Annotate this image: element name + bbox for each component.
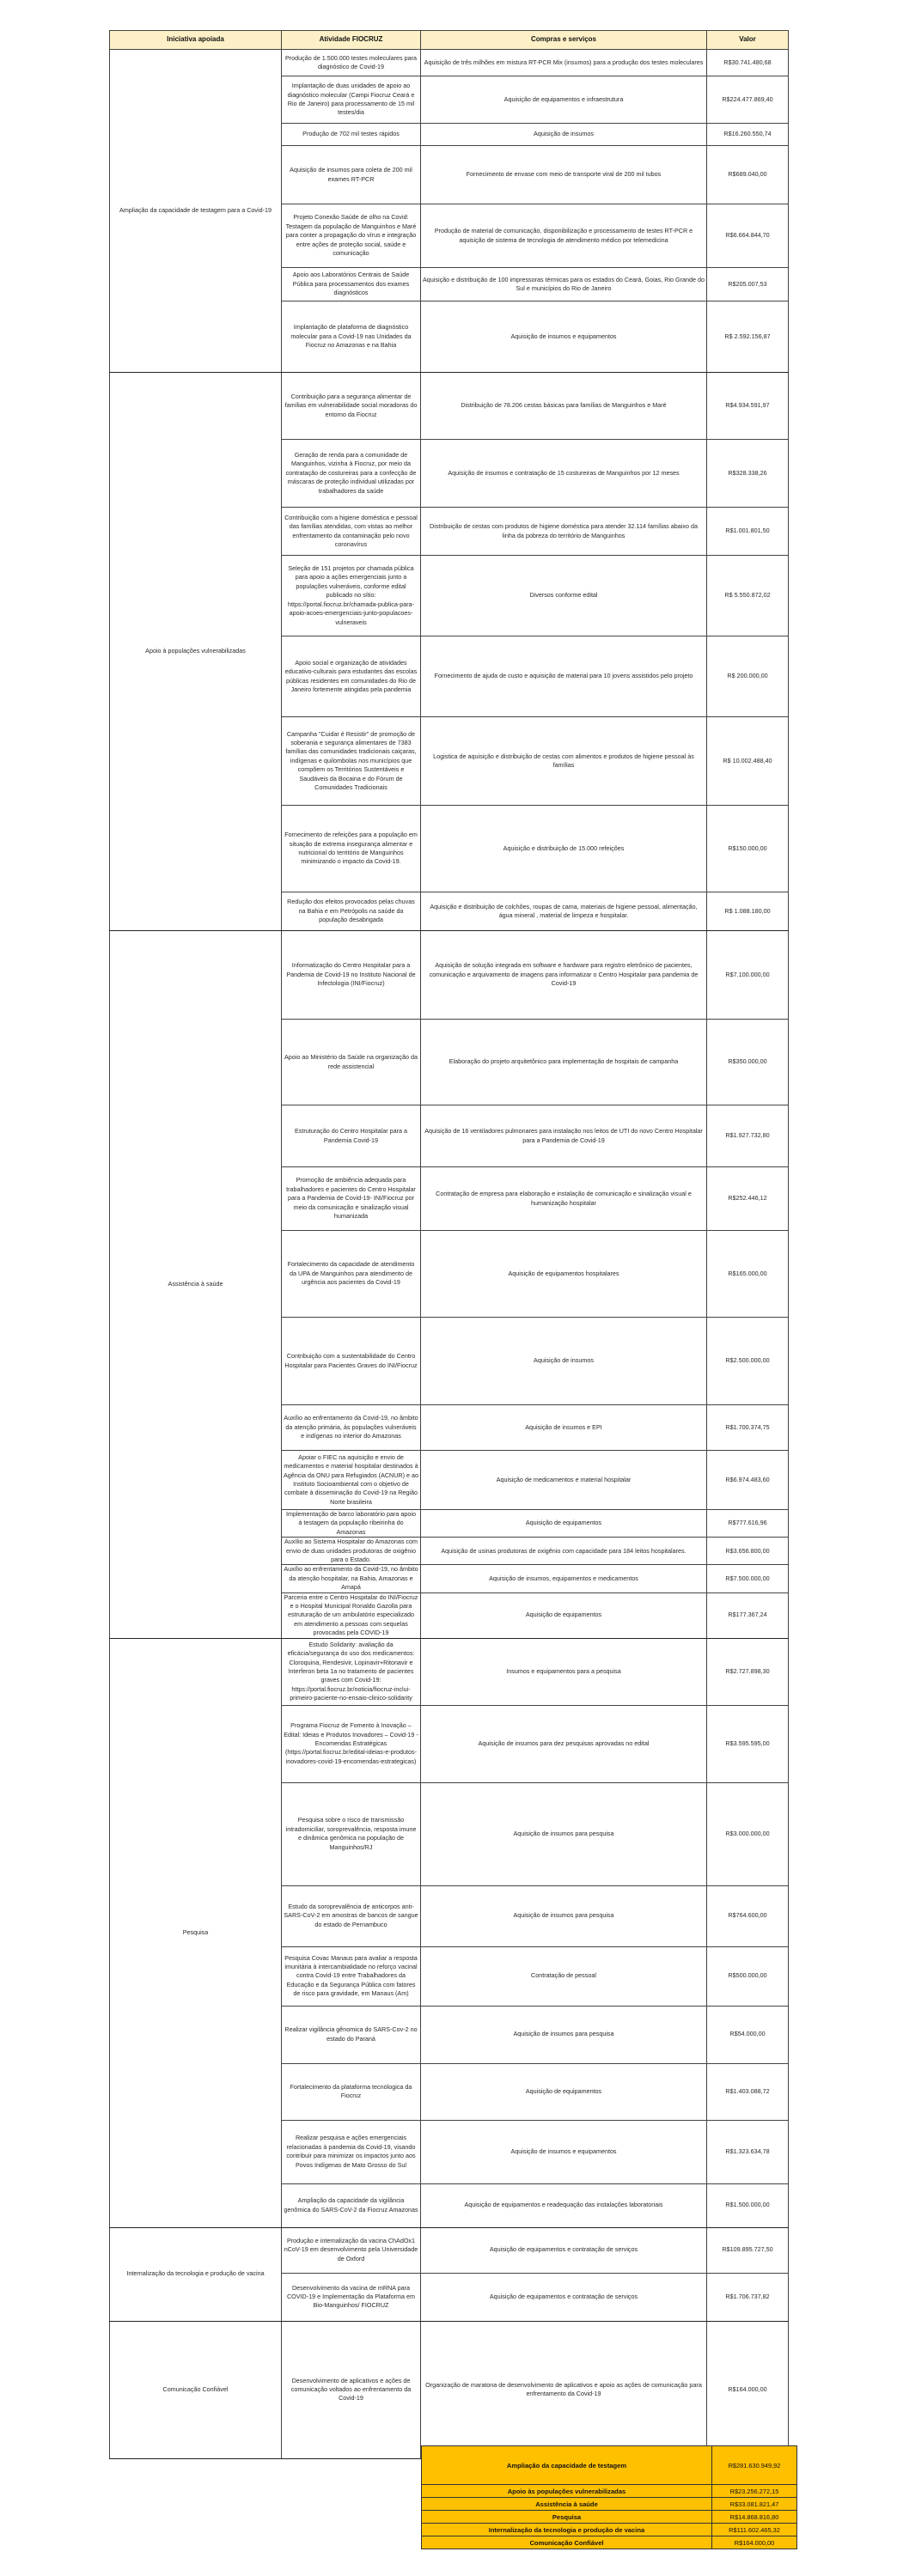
atividade-cell: Ampliação da capacidade da vigilância genômica do SARS-CoV-2 da Fiocruz Amazonas <box>282 2183 421 2227</box>
atividade-cell: Implantação de duas unidades de apoio ao diagnóstico molecular (Campi Fiocruz Ceará e Rio de Janeiro) para processamento de 15 mil testes/dia <box>282 76 421 124</box>
compras-cell: Aquisição de equipamentos e contratação de serviços <box>421 2273 707 2321</box>
compras-cell: Aquisição de insumos e equipamentos <box>421 301 707 373</box>
summary-table <box>421 2445 797 2549</box>
table-body <box>110 50 789 2459</box>
compras-cell: Contratação de pessoal <box>421 1946 707 2006</box>
atividade-cell: Desenvolvimento da vacina de mRNA para COVID-19 e Implementação da Plataforma em Bio-Manguinhos/ FIOCRUZ <box>282 2273 421 2321</box>
table-row <box>110 1638 789 1705</box>
valor-cell: R$2.727.898,30 <box>707 1638 789 1705</box>
summary-row <box>422 2536 797 2549</box>
valor-cell: R$6.974.483,60 <box>707 1451 789 1510</box>
compras-cell: Fornecimento de envase com meio de transporte viral de 200 mil tubos <box>421 146 707 204</box>
valor-cell: R$1.403.088,72 <box>707 2063 789 2120</box>
valor-cell: R$2.500.000,00 <box>707 1318 789 1405</box>
atividade-cell: Apoio aos Laboratórios Centrais de Saúde Pública para processamentos dos exames diagnósticos <box>282 268 421 301</box>
valor-cell: R$3.000.000,00 <box>707 1782 789 1885</box>
header-compras: Compras e serviços <box>421 31 707 50</box>
compras-cell: Aquisição de insumos e contratação de 15 costureiras de Manguinhos por 12 meses <box>421 440 707 508</box>
summary-row <box>422 2524 797 2536</box>
compras-cell: Aquisição de usinas produtoras de oxigênio com capacidade para 184 leitos hospitalares. <box>421 1538 707 1565</box>
compras-cell: Aquisição de insumos para pesquisa <box>421 2006 707 2063</box>
summary-row <box>422 2446 797 2485</box>
iniciativa-cell: Apoio à populações vulnerabilizadas <box>110 373 282 931</box>
atividade-cell: Programa Fiocruz de Fomento à Inovação – Edital: Ideias e Produtos Inovadores – Covid-19 - Encomendas Estratégicas (https://portal.fiocruz.br/edital-ideias-e-produtos-inovadores-covid-19-encomendas-estrategicas) <box>282 1705 421 1782</box>
summary-label: Comunicação Confiável <box>422 2536 712 2549</box>
atividade-cell: Pesquisa Covac Manaus para avaliar a resposta imunitária à intercambialidade no reforço vacinal contra Covid-19 entre Trabalhadores da Educação e da Segurança Pública com fatores de risco para gravidade, em Manaus (Am) <box>282 1946 421 2006</box>
valor-cell: R$777.616,96 <box>707 1510 789 1538</box>
compras-cell: Aquisição de equipamentos e infraestrutura <box>421 76 707 124</box>
compras-cell: Aquisição de insumos, equipamentos e medicamentos <box>421 1565 707 1592</box>
valor-cell: R$ 1.088.180,00 <box>707 892 789 931</box>
iniciativa-cell: Ampliação da capacidade de testagem para a Covid-19 <box>110 50 282 373</box>
atividade-cell: Estruturação do Centro Hospitalar para a Pandemia Covid-19 <box>282 1105 421 1167</box>
valor-cell: R$30.741.480,68 <box>707 50 789 76</box>
summary-label: Pesquisa <box>422 2511 712 2524</box>
atividade-cell: Apoio ao Ministério da Saúde na organização da rede assistencial <box>282 1020 421 1105</box>
compras-cell: Aquisição de três milhões em mistura RT-PCR Mix (insumos) para a produção dos testes moleculares <box>421 50 707 76</box>
compras-cell: Aquisição de equipamentos hospitalares <box>421 1231 707 1318</box>
table-row <box>110 50 789 76</box>
summary-row <box>422 2498 797 2511</box>
summary-value: R$111.602.465,32 <box>712 2524 797 2536</box>
compras-cell: Aquisição de insumos <box>421 124 707 146</box>
compras-cell: Aquisição de 16 ventiladores pulmonares para instalação nos leitos de UTI do novo Centro Hospitalar para a Pandemia de Covid-19 <box>421 1105 707 1167</box>
compras-cell: Aquisição de equipamentos e contratação de serviços <box>421 2227 707 2273</box>
compras-cell: Aquisição de insumos e equipamentos <box>421 2120 707 2183</box>
atividade-cell: Desenvolvimento de aplicativos e ações de comunicação voltados ao enfrentamento da Covid-19 <box>282 2321 421 2458</box>
valor-cell: R$689.040,00 <box>707 146 789 204</box>
summary-label: Ampliação da capacidade de testagem <box>422 2446 712 2485</box>
compras-cell: Aquisição de equipamentos <box>421 2063 707 2120</box>
atividade-cell: Fortalecimento da capacidade de atendimento da UPA de Manguinhos para atendimento de urgência aos pacientes da Covid-19 <box>282 1231 421 1318</box>
atividade-cell: Parceria entre o Centro Hospitalar do INI/Fiocruz e o Hospital Municipal Ronaldo Gazolla para estruturação de um ambulatório especializado em atendimento a pessoas com sequelas provocadas pela COVID-19 <box>282 1592 421 1638</box>
valor-cell: R$1.927.732,80 <box>707 1105 789 1167</box>
compras-cell: Aquisição de equipamentos <box>421 1592 707 1638</box>
compras-cell: Aquisição de equipamentos e readequação das instalações laboratoriais <box>421 2183 707 2227</box>
valor-cell: R$177.367,24 <box>707 1592 789 1638</box>
atividade-cell: Promoção de ambiência adequada para trabalhadores e pacientes do Centro Hospitalar para a Pandemia de Covid-19- INI/Fiocruz por meio da comunicação e sinalização visual humanizada <box>282 1167 421 1231</box>
atividade-cell: Seleção de 151 projetos por chamada pública para apoio a ações emergenciais junto a populações vulneráveis, conforme edital publicado no sítio: https://portal.fiocruz.br/chamada-publica-para-apoio-acoes-emergenciais-junto-populacoes-vulneraveis <box>282 556 421 636</box>
valor-cell: R$4.934.591,97 <box>707 373 789 440</box>
compras-cell: Aquisição e distribuição de colchões, roupas de cama, materiais de higiene pessoal, alimentação, água mineral , material de limpeza e hospitalar. <box>421 892 707 931</box>
compras-cell: Aquisição de insumos para pesquisa <box>421 1885 707 1946</box>
valor-cell: R$500.000,00 <box>707 1946 789 2006</box>
valor-cell: R$252.446,12 <box>707 1167 789 1231</box>
summary-row <box>422 2511 797 2524</box>
compras-cell: Fornecimento de ajuda de custo e aquisição de material para 10 jovens assistidos pelo projeto <box>421 636 707 717</box>
atividade-cell: Apoio social e organização de atividades educativo-culturais para estudantes das escolas públicas residentes em comunidades do Rio de Janeiro fortemente atingidas pela pandemia <box>282 636 421 717</box>
atividade-cell: Contribuição para a segurança alimentar de famílias em vulnerabilidade social moradoras do entorno da Fiocruz <box>282 373 421 440</box>
compras-cell: Elaboração do projeto arquitetônico para implementação de hospitais de campanha <box>421 1020 707 1105</box>
valor-cell: R$224.477.869,40 <box>707 76 789 124</box>
compras-cell: Organização de maratona de desenvolvimento de aplicativos e apoio as ações de comunicação para enfrentamento da Covid-19 <box>421 2321 707 2458</box>
iniciativa-cell: Internalização da tecnologia e produção de vacina <box>110 2227 282 2321</box>
compras-cell: Aquisição de equipamentos <box>421 1510 707 1538</box>
table-row <box>110 2227 789 2273</box>
table-row <box>110 2321 789 2458</box>
iniciativa-cell: Assistência à saúde <box>110 931 282 1639</box>
valor-cell: R$109.895.727,50 <box>707 2227 789 2273</box>
atividade-cell: Implantação de plataforma de diagnóstico molecular para a Covid-19 nas Unidades da Fiocruz no Amazonas e na Bahia <box>282 301 421 373</box>
atividade-cell: Estudo da soroprevalência de anticorpos anti-SARS-CoV-2 em amostras de bancos de sangue do estado de Pernambuco <box>282 1885 421 1946</box>
atividade-cell: Fortalecimento da plataforma tecnólogica da Fiocruz <box>282 2063 421 2120</box>
atividade-cell: Campanha "Cuidar é Resistir" de promoção de soberania e segurança alimentares de 7383 famílias das comunidades tradicionais caiçaras, indígenas e quilombolas nos municípios que compõem os Territórios Sustentáveis e Saudáveis da Bocaina e do Fórum de Comunidades Tradicionais <box>282 717 421 806</box>
atividade-cell: Implementação de barco laboratório para apoio à testagem da população ribeirinha do Amazonas <box>282 1510 421 1538</box>
compras-cell: Aquisição de insumos para pesquisa <box>421 1782 707 1885</box>
valor-cell: R$764.600,00 <box>707 1885 789 1946</box>
valor-cell: R$ 200.000,00 <box>707 636 789 717</box>
header-valor: Valor <box>707 31 789 50</box>
valor-cell: R$164.000,00 <box>707 2321 789 2458</box>
atividade-cell: Pesquisa sobre o risco de transmissão intradomiciliar, soroprevalência, resposta imune e dinâmica genômica na população de Manguinhos/RJ <box>282 1782 421 1885</box>
summary-value: R$14.868.816,80 <box>712 2511 797 2524</box>
atividade-cell: Auxílio ao Sistema Hospitalar do Amazonas com envio de duas unidades produtoras de oxigênio para o Estado. <box>282 1538 421 1565</box>
valor-cell: R$7.100.000,00 <box>707 931 789 1020</box>
atividade-cell: Contribuição com a sustentabilidade do Centro Hospitalar para Pacientes Graves do INI/Fiocruz <box>282 1318 421 1405</box>
valor-cell: R$ 2.592.156,87 <box>707 301 789 373</box>
compras-cell: Aquisição de insumos <box>421 1318 707 1405</box>
compras-cell: Aquisição de insumos e EPI <box>421 1405 707 1451</box>
compras-cell: Diversos conforme edital <box>421 556 707 636</box>
header-row <box>110 31 789 50</box>
summary-value: R$23.256.272,15 <box>712 2485 797 2498</box>
table-row <box>110 373 789 440</box>
valor-cell: R$1.001.801,50 <box>707 508 789 556</box>
atividade-cell: Realizar vigilância gênomica do SARS-Cov-2 no estado do Paraná <box>282 2006 421 2063</box>
atividade-cell: Fornecimento de refeições para a população em situação de extrema insegurança alimentar e nutricional do território de Manguinhos minimizando o impacto da Covid-19. <box>282 806 421 892</box>
summary-label: Apoio às populações vulnerabilizadas <box>422 2485 712 2498</box>
valor-cell: R$1.700.374,75 <box>707 1405 789 1451</box>
valor-cell: R$6.664.844,70 <box>707 204 789 268</box>
atividade-cell: Contribuição com a higiene doméstica e pessoal das famílias atendidas, com vistas ao melhor enfrentamento da contaminação pelo novo coronavírus <box>282 508 421 556</box>
valor-cell: R$205.007,53 <box>707 268 789 301</box>
compras-cell: Logistica de aquisição e distribuição de cestas com alimentos e produtos de higiene pessoal às famílias <box>421 717 707 806</box>
summary-label: Internalização da tecnologia e produção de vacina <box>422 2524 712 2536</box>
compras-cell: Distribuição de cestas com produtos de higiene doméstica para atender 32.114 famílias abaixo da linha da pobreza do território de Manguinhos <box>421 508 707 556</box>
compras-cell: Aquisição de solução integrada em software e hardware para registro eletrônico de pacientes, comunicação e arquivamento de imagens para informatizar o Centro Hospitalar para pandemia de Covid-19 <box>421 931 707 1020</box>
atividade-cell: Projeto Conexão Saúde de olho na Covid: Testagem da população de Manguinhos e Maré para conter a propagação do vírus e integração entre ações de proteção social, saúde e comunicação <box>282 204 421 268</box>
atividade-cell: Informatização do Centro Hospitalar para a Pandemia de Covid-19 no Instituto Nacional de Infectologia (INI/Fiocruz) <box>282 931 421 1020</box>
compras-cell: Aquisição e distribuição de 15.000 refeições <box>421 806 707 892</box>
valor-cell: R$3.656.800,00 <box>707 1538 789 1565</box>
header-atividade: Atividade FIOCRUZ <box>282 31 421 50</box>
atividade-cell: Produção de 1.500.000 testes moleculares para diagnóstico de Covid-19 <box>282 50 421 76</box>
atividade-cell: Produção e internalização da vacina ChAdOx1 nCoV-19 em desenvolvimento pela Universidade de Oxford <box>282 2227 421 2273</box>
valor-cell: R$3.595.595,00 <box>707 1705 789 1782</box>
atividade-cell: Redução dos efeitos provocados pelas chuvas na Bahia e em Petrópolis na saúde da população desabrigada <box>282 892 421 931</box>
atividade-cell: Produção de 702 mil testes rápidos <box>282 124 421 146</box>
valor-cell: R$ 5.550.872,02 <box>707 556 789 636</box>
valor-cell: R$1.500.000,00 <box>707 2183 789 2227</box>
valor-cell: R$54.000,00 <box>707 2006 789 2063</box>
compras-cell: Aquisição de medicamentos e material hospitalar <box>421 1451 707 1510</box>
iniciativa-cell: Pesquisa <box>110 1638 282 2227</box>
valor-cell: R$350.000,00 <box>707 1020 789 1105</box>
atividade-cell: Estudo Solidarity: avaliação da eficácia/segurança do uso dos medicamentos: Cloroquina, Rendesivir, Lopinavir+Ritonavir e Interferon beta 1a no tratamento de pacientes graves com Covid-19: https://portal.fiocruz.br/noticia/fiocruz-inclui-primeiro-paciente-no-ensaio-clinico-solidarity <box>282 1638 421 1705</box>
atividade-cell: Aquisição de insumos para coleta de 200 mil exames RT-PCR <box>282 146 421 204</box>
summary-value: R$281.630.949,92 <box>712 2446 797 2485</box>
valor-cell: R$ 10.002.488,40 <box>707 717 789 806</box>
atividade-cell: Auxílio ao enfrentamento da Covid-19, no âmbito da atenção primária, às populações vulneráveis e indígenas no interior do Amazonas <box>282 1405 421 1451</box>
table-row <box>110 931 789 1020</box>
compras-cell: Aquisição de insumos para dez pesquisas aprovadas no edital <box>421 1705 707 1782</box>
header-iniciativa: Iniciativa apoiada <box>110 31 282 50</box>
compras-cell: Distribuição de 78.206 cestas básicas para famílias de Manguinhos e Maré <box>421 373 707 440</box>
summary-row <box>422 2485 797 2498</box>
atividade-cell: Geração de renda para a comunidade de Manguinhos, vizinha à Fiocruz, por meio da contratação de costureiras para a confecção de máscaras de proteção individual utilizadas por trabalhadores da saúde <box>282 440 421 508</box>
investments-table <box>109 30 789 2459</box>
valor-cell: R$1.706.737,82 <box>707 2273 789 2321</box>
summary-body <box>422 2446 797 2549</box>
compras-cell: Aquisição e distribuição de 100 impressoras térmicas para os estados do Ceará, Goias, Rio Grande do Sul e municípios do Rio de Janeiro <box>421 268 707 301</box>
atividade-cell: Auxílio ao enfrentamento da Covid-19, no âmbito da atenção hospitalar, na Bahia, Amazonas e Amapá <box>282 1565 421 1592</box>
atividade-cell: Apoiar o FIEC na aquisição e envio de medicamentos e material hospitalar destinados à Agência da ONU para Refugiados (ACNUR) e ao Instituto Socioambiental com o objetivo de combate à disseminação do Covid-19 na Região Norte brasileira <box>282 1451 421 1510</box>
compras-cell: Contratação de empresa para elaboração e instalação de comunicação e sinalização visual e humanização hospitalar <box>421 1167 707 1231</box>
valor-cell: R$7.500.000,00 <box>707 1565 789 1592</box>
valor-cell: R$1.323.634,78 <box>707 2120 789 2183</box>
iniciativa-cell: Comunicação Confiável <box>110 2321 282 2458</box>
valor-cell: R$150.000,00 <box>707 806 789 892</box>
summary-value: R$33.081.821,47 <box>712 2498 797 2511</box>
summary-label: Assistência à saúde <box>422 2498 712 2511</box>
summary-value: R$164.000,00 <box>712 2536 797 2549</box>
compras-cell: Insumos e equipamentos para a pesquisa <box>421 1638 707 1705</box>
compras-cell: Produção de material de comunicação, disponibilização e processamento de testes RT-PCR e aquisição de sistema de tecnologia de atendimento médico por telemedicina <box>421 204 707 268</box>
atividade-cell: Realizar pesquisa e ações emergenciais relacionadas à pandemia da Covid-19, visando contribuir para minimizar os impactos junto aos Povos Indígenas de Mato Grosso do Sul <box>282 2120 421 2183</box>
valor-cell: R$165.000,00 <box>707 1231 789 1318</box>
valor-cell: R$328.338,26 <box>707 440 789 508</box>
valor-cell: R$16.260.550,74 <box>707 124 789 146</box>
